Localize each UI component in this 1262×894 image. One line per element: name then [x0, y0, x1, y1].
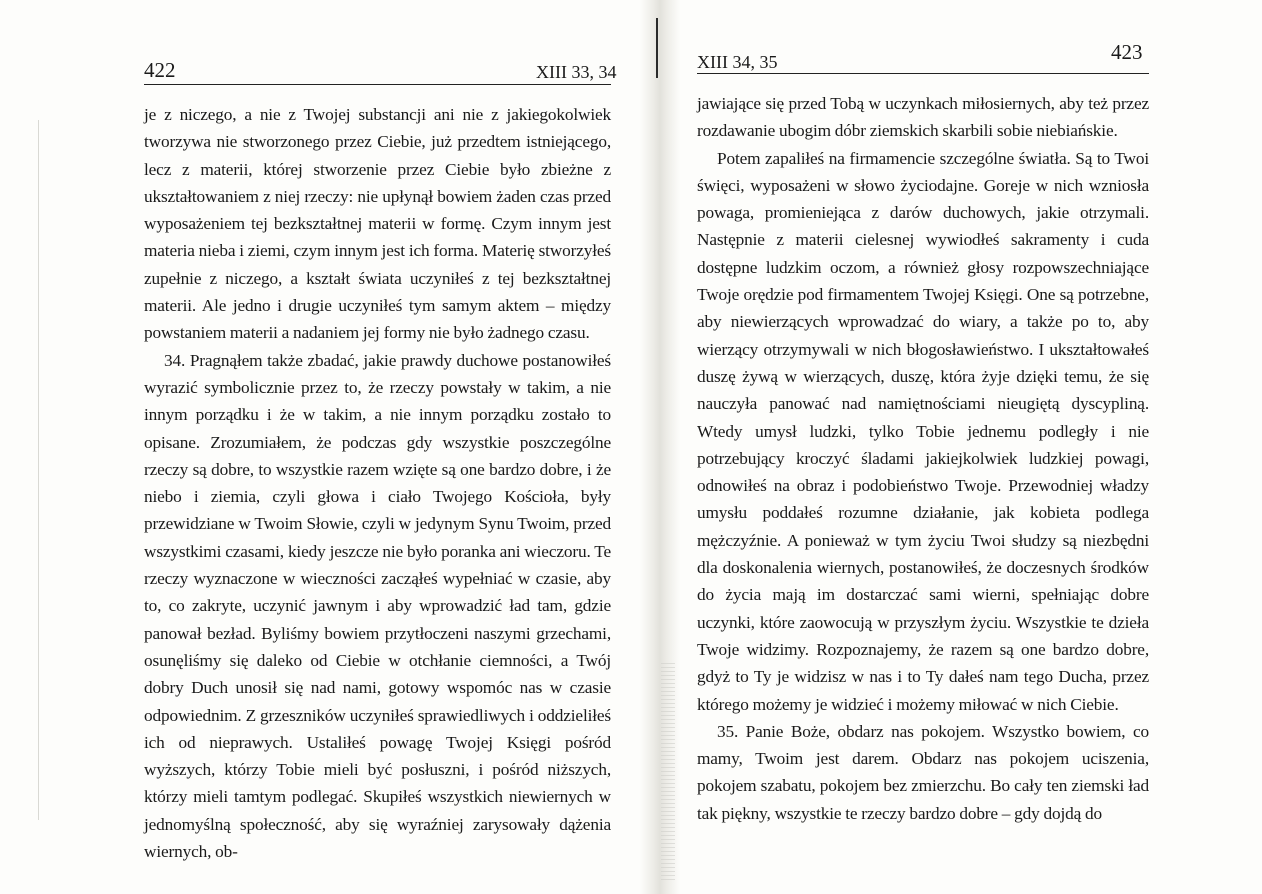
right-running-head: XIII 34, 35 [697, 52, 778, 72]
left-running-head: XIII 33, 34 [536, 62, 617, 82]
right-paragraph-2: Potem zapaliłeś na firmamencie szczególne światła. Są to Twoi święci, wyposażeni w słowo życiodajne. Goreje w nich wzniosła powaga, promieniejąca z darów duchowych, jakie otrzymali. Następnie z materii cielesnej wywiodłeś sakramenty i cuda dostępne ludzkim oczom, a również głosy rozpowszechniające Twoje orędzie pod firmamentem Twojej Księgi. One są potrzebne, aby niewierzących wprowadzać do wiary, a także po to, aby wierzący otrzymywali w nich błogosławieństwo. I ukształtowałeś duszę żywą w wierzących, duszę, która żyje dzięki temu, że się nauczyła panować nad namiętnościami nieugiętą dyscypliną. Wtedy umysł ludzki, tylko Tobie jednemu podległy i nie potrzebujący kroczyć śladami jakiejkolwiek ludzkiej powagi, odnowiłeś na obraz i podobieństwo Twoje. Przewodniej władzy umysłu poddałeś rozumne działanie, jak kobieta podlega mężczyźnie. A ponieważ w tym życiu Twoi słudzy są niezbędni dla doskonalenia wiernych, postanowiłeś, że doczesnych środków do życia mają im dostarczać sami wierni, spełniając dobre uczynki, które zaowocują w przyszłym życiu. Wszystkie te dzieła Twoje widzimy. Rozpoznajemy, że razem są one bardzo dobre, gdyż to Ty je widzisz w nas i to Ty dałeś nam tego Ducha, przez którego możemy je widzieć i możemy miłować w nich Ciebie. [697, 148, 1149, 714]
right-paragraph-3: 35. Panie Boże, obdarz nas pokojem. Wszystko bowiem, co mamy, Twoim jest darem. Obdarz nas pokojem uciszenia, pokojem szabatu, pokojem bez zmierzchu. Bo cały ten ziemski ład tak piękny, wszystkie te rzeczy bardzo dobre – gdy dojdą do [697, 721, 1149, 823]
right-header-rule [697, 73, 1149, 74]
left-header-rule [144, 84, 611, 85]
left-paragraph-1: je z niczego, a nie z Twojej substancji ani nie z jakiegokolwiek tworzywa nie stworzonego przez Ciebie, już przedtem istniejącego, lecz z materii, której stworzenie przez Ciebie było zbieżne z ukształtowaniem z niej rzeczy: nie upłynął bowiem żaden czas przed wyposażeniem tej bezkształtnej materii w formę. Czym innym jest materia nieba i ziemi, czym innym jest ich forma. Materię stworzyłeś zupełnie z niczego, a kształt świata uczyniłeś z tej bezkształtnej materii. Ale jedno i drugie uczyniłeś tym samym aktem – między powstaniem materii a nadaniem jej formy nie było żadnego czasu. [144, 105, 611, 343]
left-text-block [144, 101, 611, 865]
right-text-block [697, 90, 1149, 827]
left-page-number: 422 [144, 58, 176, 82]
right-page-number: 423 [1111, 40, 1143, 64]
right-paragraph-1: jawiające się przed Tobą w uczynkach miłosiernych, aby też przez rozdawanie ubogim dóbr ziemskich skarbili sobie niebiańskie. [697, 94, 1149, 141]
left-paragraph-2: 34. Pragnąłem także zbadać, jakie prawdy duchowe postanowiłeś wyrazić symbolicznie przez to, że rzeczy powstały w takim, a nie innym porządku i że w takim, a nie innym porządku zostało to opisane. Zrozumiałem, że podczas gdy wszystkie poszczególne rzeczy są dobre, to wszystkie razem wzięte są one bardzo dobre, i że niebo i ziemia, czyli głowa i ciało Twojego Kościoła, były przewidziane w Twoim Słowie, czyli w jedynym Synu Twoim, przed wszystkimi czasami, kiedy jeszcze nie było poranka ani wieczoru. Te rzeczy wyznaczone w wieczności zacząłeś wypełniać w czasie, aby to, co zakryte, uczynić jawnym i aby wprowadzić ład tam, gdzie panował bezład. Byliśmy bowiem przytłoczeni naszymi grzechami, osunęliśmy się daleko od Ciebie w otchłanie ciemności, a Twój dobry Duch unosił się nad nami, gotowy wspomóc nas w czasie odpowiednim. Z grzeszników uczyniłeś sprawiedliwych i oddzieliłeś ich od nieprawych. Ustaliłeś powagę Twojej Księgi pośród wyższych, którzy Tobie mieli być posłuszni, i pośród niższych, którzy mieli tamtym podlegać. Skupiłeś wszystkich niewiernych w jednomyślną społeczność, aby się wyraźniej zarysowały dążenia wiernych, ob- [144, 350, 611, 862]
